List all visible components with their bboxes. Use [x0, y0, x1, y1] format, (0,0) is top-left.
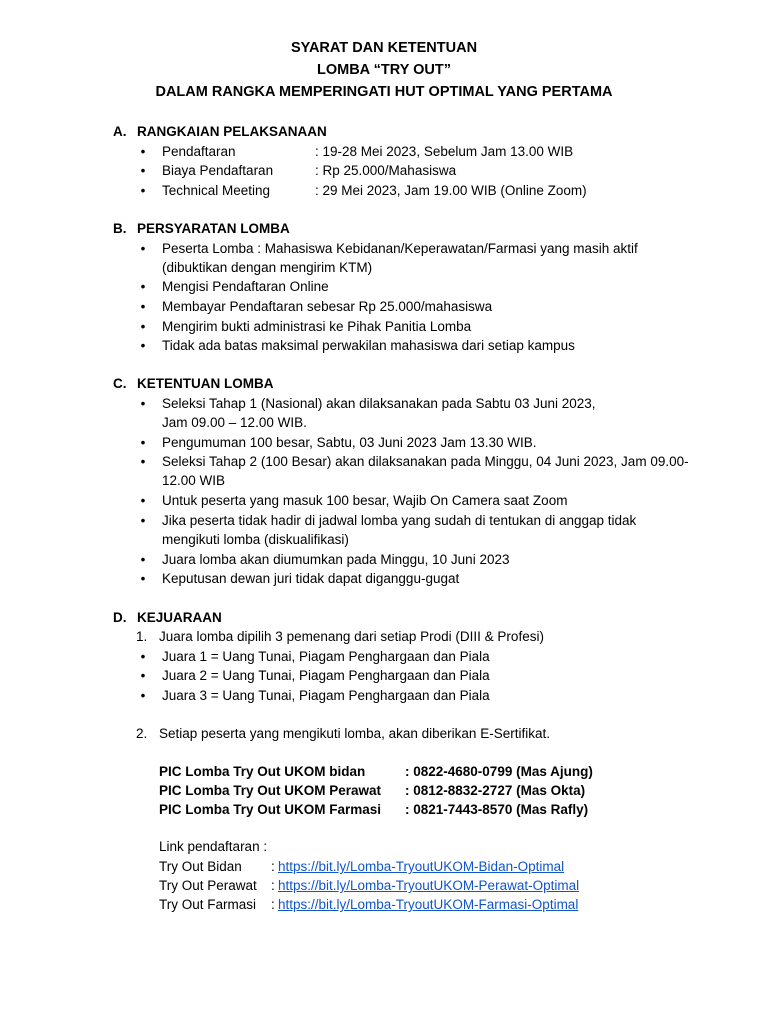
list-item: Peserta Lomba : Mahasiswa Kebidanan/Keperawatan/Farmasi yang masih aktif	[162, 241, 638, 256]
list-item: Keputusan dewan juri tidak dapat diganggu-gugat	[162, 571, 460, 586]
schedule-value: : 19-28 Mei 2023, Sebelum Jam 13.00 WIB	[315, 144, 574, 159]
bullet-icon: •	[140, 163, 146, 178]
pic-label: PIC Lomba Try Out UKOM bidan	[159, 764, 366, 779]
link-colon: :	[271, 897, 275, 912]
schedule-label: Technical Meeting	[162, 183, 271, 198]
pic-phone: : 0822-4680-0799 (Mas Ajung)	[405, 764, 593, 779]
schedule-value: : 29 Mei 2023, Jam 19.00 WIB (Online Zoom)	[315, 183, 587, 198]
bullet-icon: •	[140, 454, 146, 469]
list-item: Pengumuman 100 besar, Sabtu, 03 Juni 2023 Jam 13.30 WIB.	[162, 435, 537, 450]
schedule-label: Pendaftaran	[162, 144, 236, 159]
bullet-icon: •	[140, 241, 146, 256]
section-a-heading: RANGKAIAN PELAKSANAAN	[137, 124, 327, 139]
pic-label: PIC Lomba Try Out UKOM Farmasi	[159, 802, 382, 817]
section-b-marker: B.	[113, 221, 127, 236]
bullet-icon: •	[140, 299, 146, 314]
link-colon: :	[271, 859, 275, 874]
link-farmasi[interactable]: https://bit.ly/Lomba-TryoutUKOM-Farmasi-Optimal	[278, 897, 579, 912]
bullet-icon: •	[140, 319, 146, 334]
link-label: Try Out Bidan	[159, 859, 242, 874]
section-b-heading: PERSYARATAN LOMBA	[137, 221, 290, 236]
pic-phone: : 0821-7443-8570 (Mas Rafly)	[405, 802, 589, 817]
list-number: 2.	[136, 726, 148, 741]
title-line-2: LOMBA “TRY OUT”	[317, 62, 451, 78]
bullet-icon: •	[140, 668, 146, 683]
list-item: Mengirim bukti administrasi ke Pihak Panitia Lomba	[162, 319, 472, 334]
link-label: Try Out Perawat	[159, 878, 257, 893]
bullet-icon: •	[140, 396, 146, 411]
section-a-marker: A.	[113, 124, 127, 139]
list-item: Tidak ada batas maksimal perwakilan mahasiswa dari setiap kampus	[162, 338, 575, 353]
link-bidan[interactable]: https://bit.ly/Lomba-TryoutUKOM-Bidan-Optimal	[278, 859, 565, 874]
section-d-marker: D.	[113, 610, 127, 625]
list-item: Juara lomba akan diumumkan pada Minggu, 10 Juni 2023	[162, 552, 510, 567]
bullet-icon: •	[140, 493, 146, 508]
list-item: Jika peserta tidak hadir di jadwal lomba yang sudah di tentukan di anggap tidak	[162, 513, 637, 528]
pic-phone: : 0812-8832-2727 (Mas Okta)	[405, 783, 586, 798]
link-perawat[interactable]: https://bit.ly/Lomba-TryoutUKOM-Perawat-Optimal	[278, 878, 580, 893]
list-number: 1.	[136, 629, 148, 644]
bullet-icon: •	[140, 571, 146, 586]
section-d-heading: KEJUARAAN	[137, 610, 222, 625]
list-item: Seleksi Tahap 2 (100 Besar) akan dilaksanakan pada Minggu, 04 Juni 2023, Jam 09.00-	[162, 454, 689, 469]
list-item: Setiap peserta yang mengikuti lomba, akan diberikan E-Sertifikat.	[159, 726, 550, 741]
schedule-value: : Rp 25.000/Mahasiswa	[315, 163, 457, 178]
links-heading: Link pendaftaran :	[159, 839, 268, 854]
title-line-1: SYARAT DAN KETENTUAN	[290, 40, 478, 56]
list-item-continuation: (dibuktikan dengan mengirim KTM)	[162, 260, 373, 275]
bullet-icon: •	[140, 183, 146, 198]
list-item-continuation: Jam 09.00 – 12.00 WIB.	[162, 415, 307, 430]
bullet-icon: •	[140, 649, 146, 664]
list-item: Membayar Pendaftaran sebesar Rp 25.000/mahasiswa	[162, 299, 493, 314]
section-c-marker: C.	[113, 376, 127, 391]
bullet-icon: •	[140, 688, 146, 703]
list-item: Juara lomba dipilih 3 pemenang dari setiap Prodi (DIII & Profesi)	[159, 629, 544, 644]
list-item-continuation: 12.00 WIB	[162, 473, 226, 488]
link-colon: :	[271, 878, 275, 893]
bullet-icon: •	[140, 144, 146, 159]
list-item-continuation: mengikuti lomba (diskualifikasi)	[162, 532, 349, 547]
list-item: Mengisi Pendaftaran Online	[162, 279, 329, 294]
schedule-label: Biaya Pendaftaran	[162, 163, 274, 178]
prize-item: Juara 3 = Uang Tunai, Piagam Penghargaan dan Piala	[162, 688, 490, 703]
bullet-icon: •	[140, 279, 146, 294]
title-line-3: DALAM RANGKA MEMPERINGATI HUT OPTIMAL YANG PERTAMA	[155, 84, 613, 100]
bullet-icon: •	[140, 338, 146, 353]
prize-item: Juara 2 = Uang Tunai, Piagam Penghargaan dan Piala	[162, 668, 490, 683]
pic-label: PIC Lomba Try Out UKOM Perawat	[159, 783, 382, 798]
list-item: Seleksi Tahap 1 (Nasional) akan dilaksanakan pada Sabtu 03 Juni 2023,	[162, 396, 596, 411]
prize-item: Juara 1 = Uang Tunai, Piagam Penghargaan dan Piala	[162, 649, 490, 664]
bullet-icon: •	[140, 435, 146, 450]
bullet-icon: •	[140, 552, 146, 567]
bullet-icon: •	[140, 513, 146, 528]
link-label: Try Out Farmasi	[159, 897, 257, 912]
document-title	[0, 37, 768, 103]
list-item: Untuk peserta yang masuk 100 besar, Wajib On Camera saat Zoom	[162, 493, 568, 508]
section-c-heading: KETENTUAN LOMBA	[137, 376, 274, 391]
